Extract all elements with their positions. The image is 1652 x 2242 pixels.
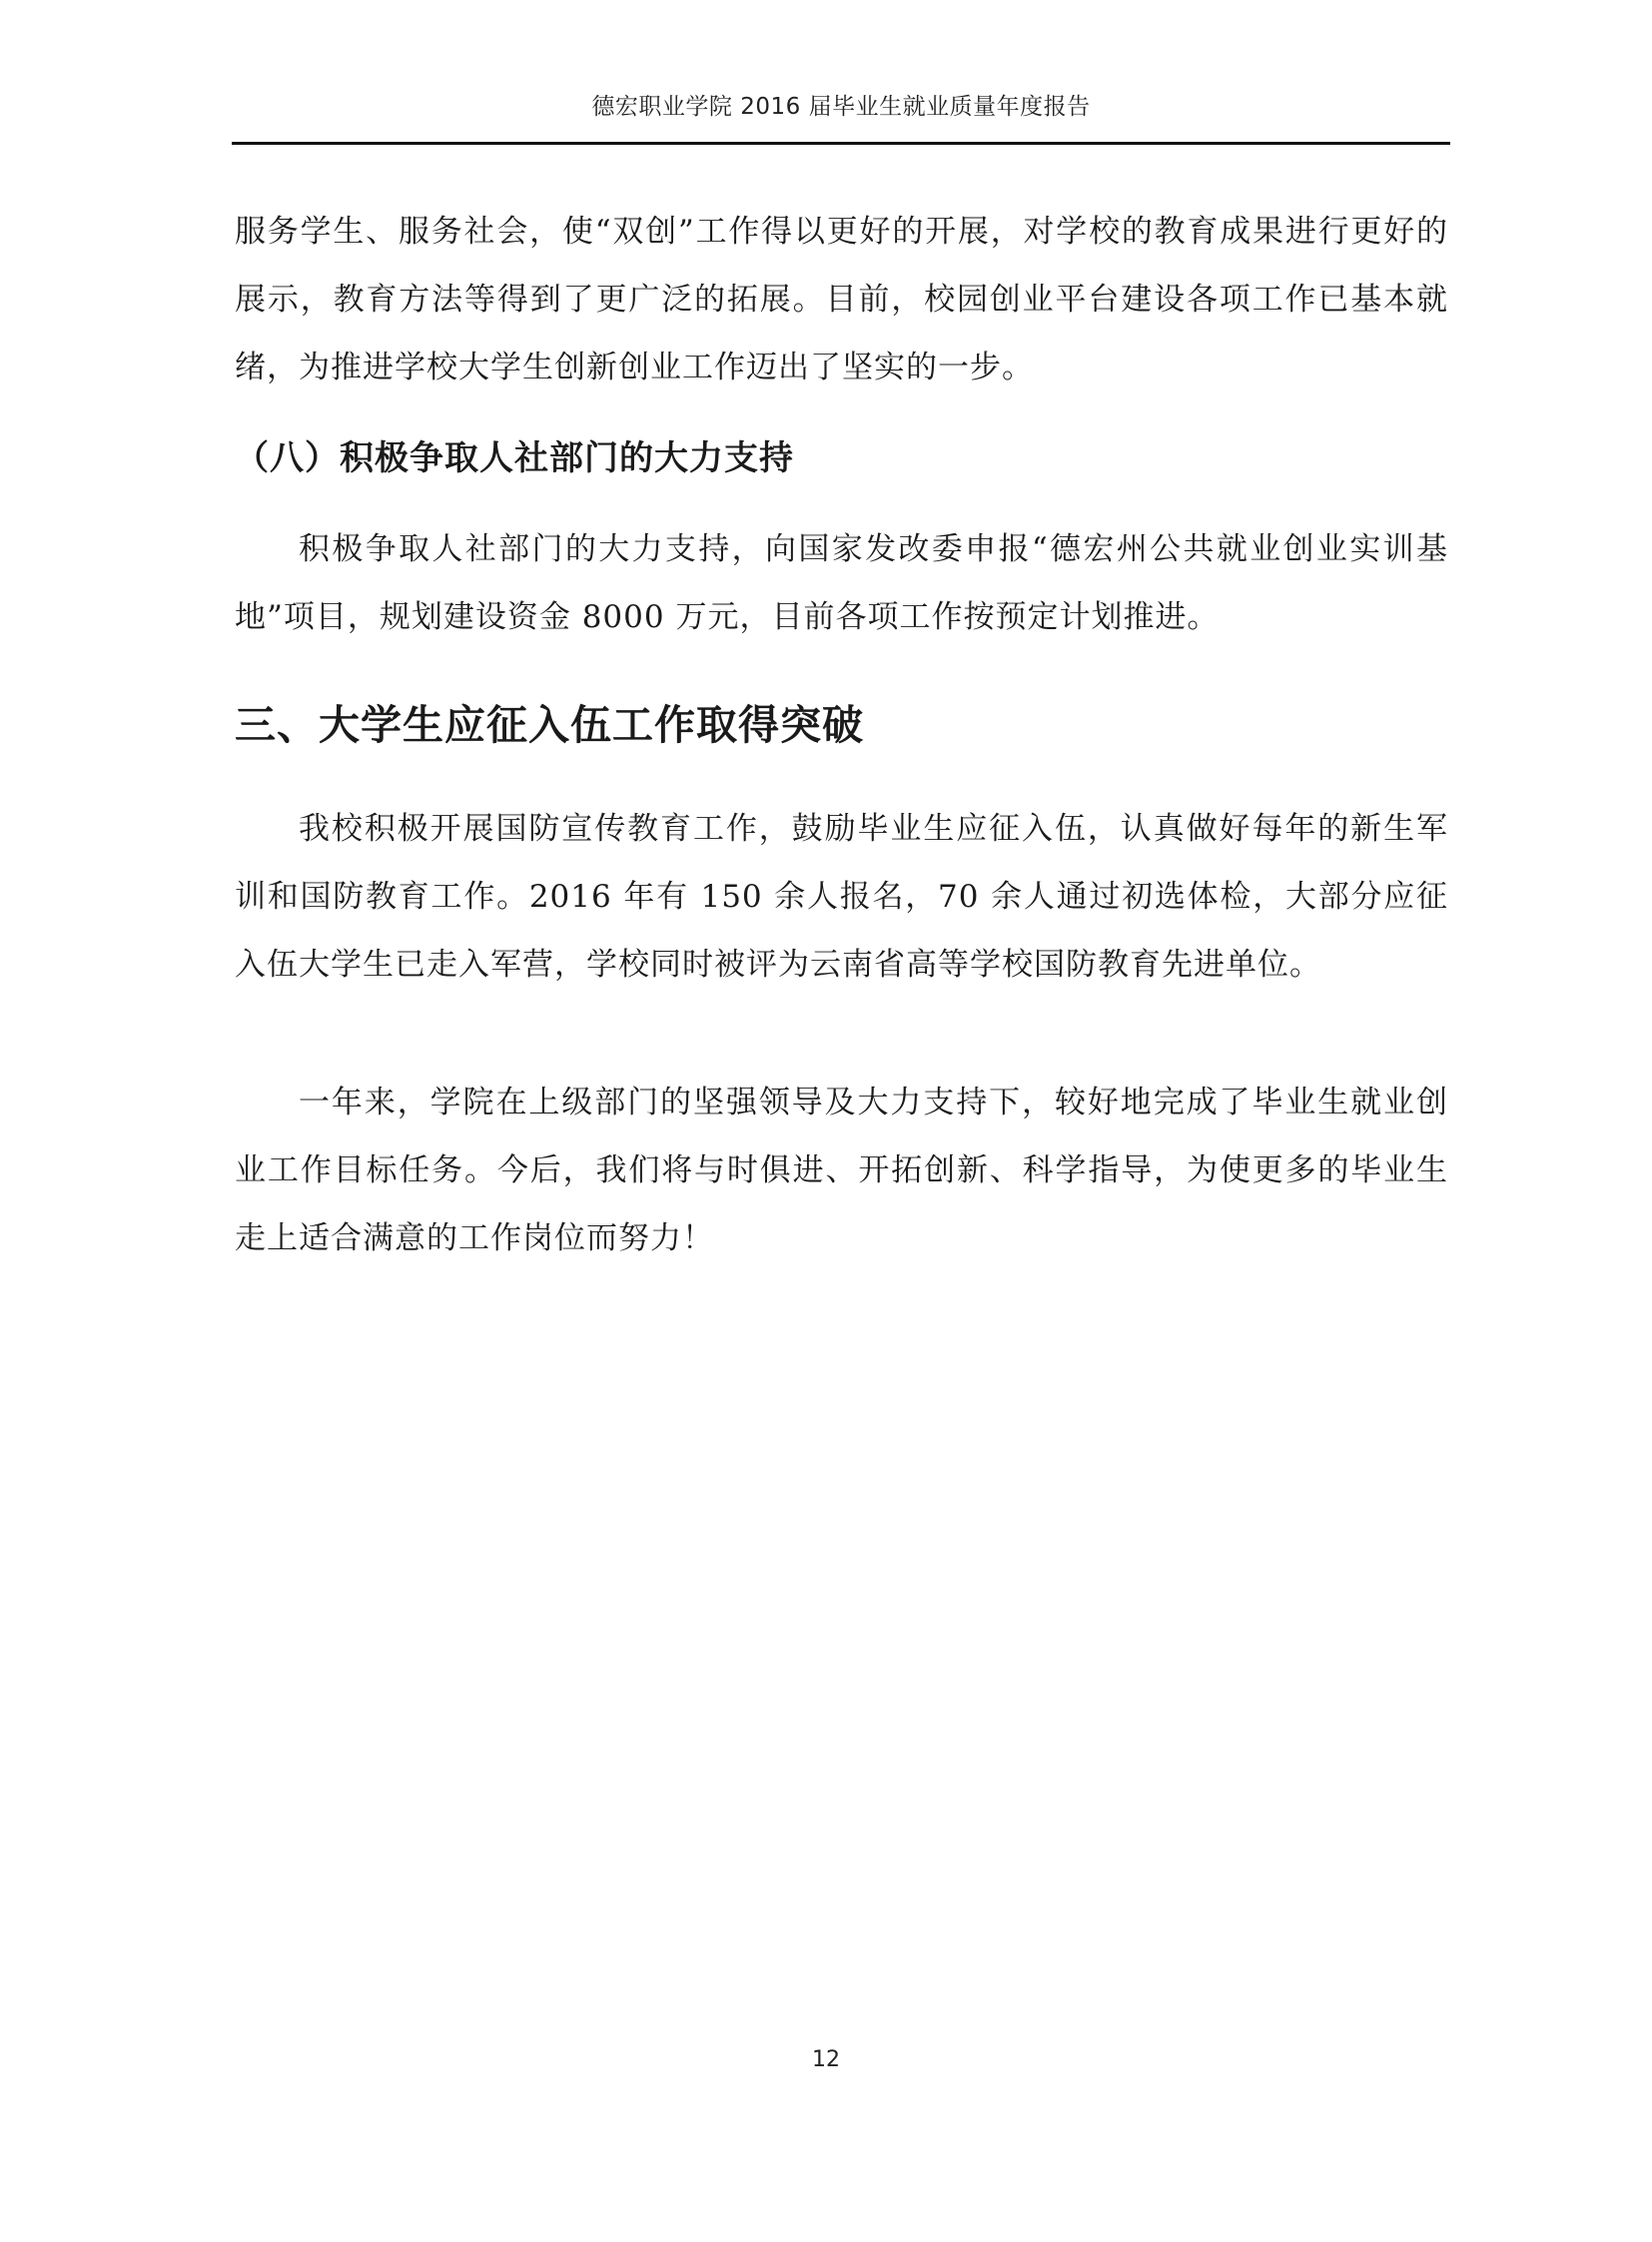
page-header-title: 德宏职业学院 2016 届毕业生就业质量年度报告 bbox=[591, 94, 1091, 120]
closing-paragraph: 一年来，学院在上级部门的坚强领导及大力支持下，较好地完成了毕业生就业创业工作目标任务。今后，我们将与时俱进、开拓创新、科学指导，为使更多的毕业生走上适合满意的工作岗位而努力！ bbox=[235, 1085, 1448, 1256]
page-content bbox=[235, 198, 1448, 1272]
section-paragraph: 我校积极开展国防宣传教育工作，鼓励毕业生应征入伍，认真做好每年的新生军训和国防教育工作。2016 年有 150 余人报名，70 余人通过初选体检，大部分应征入伍大学生已走入军营，学校同时被评为云南省高等学校国防教育先进单位。 bbox=[235, 811, 1448, 983]
subsection-heading: （八）积极争取人社部门的大力支持 bbox=[235, 438, 794, 478]
intro-paragraph: 服务学生、服务社会，使“双创”工作得以更好的开展，对学校的教育成果进行更好的展示，教育方法等得到了更广泛的拓展。目前，校园创业平台建设各项工作已基本就绪，为推进学校大学生创新创业工作迈出了坚实的一步。 bbox=[235, 214, 1448, 385]
header-divider bbox=[232, 142, 1450, 145]
subsection-paragraph: 积极争取人社部门的大力支持，向国家发改委申报“德宏州公共就业创业实训基地”项目，规划建设资金 8000 万元，目前各项工作按预定计划推进。 bbox=[235, 531, 1448, 635]
page-number: 12 bbox=[812, 2047, 840, 2072]
section-heading: 三、大学生应征入伍工作取得突破 bbox=[235, 701, 864, 749]
